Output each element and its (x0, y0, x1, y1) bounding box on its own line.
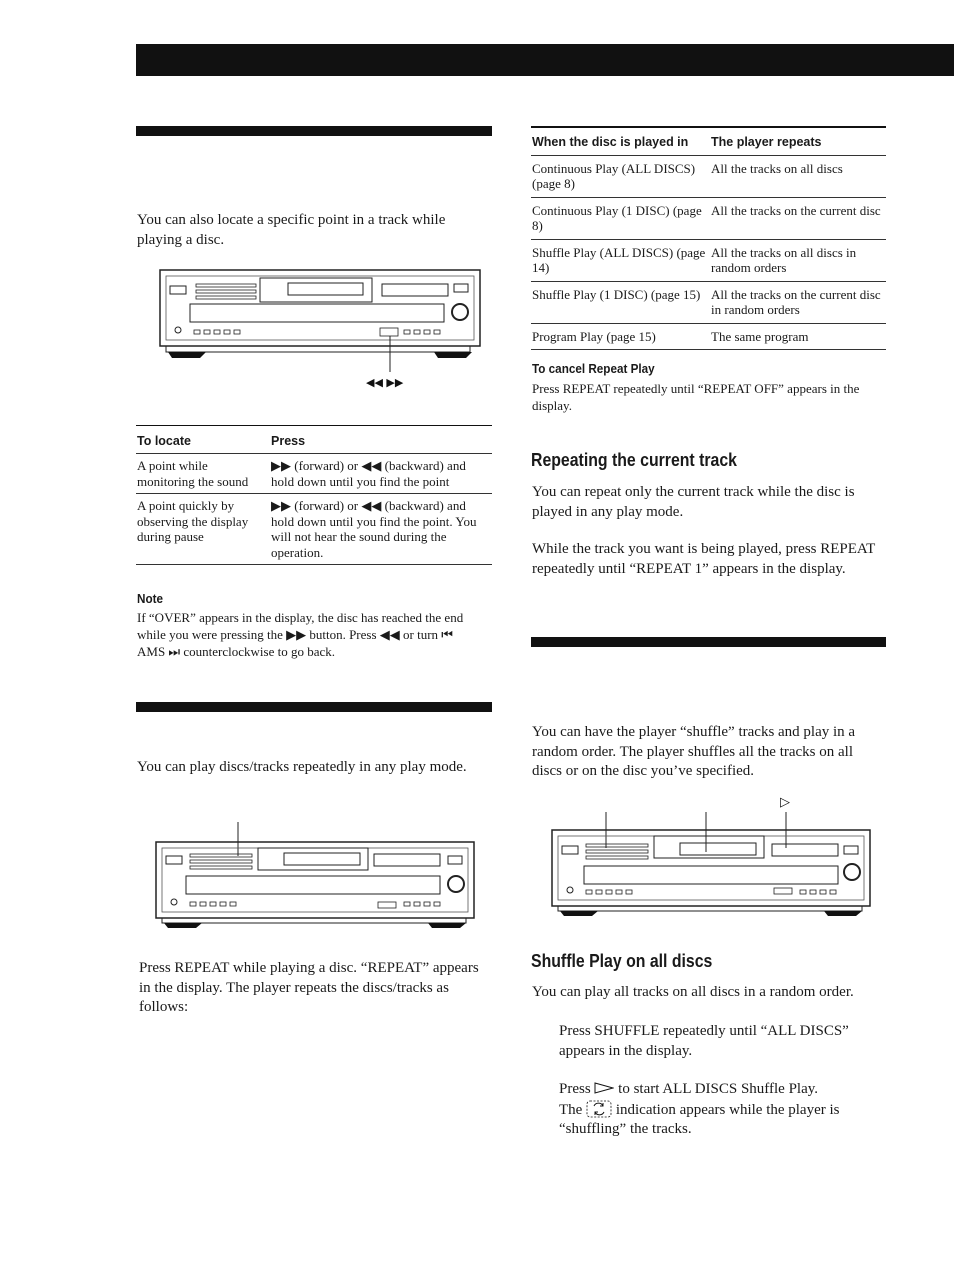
shuffle-intro: You can have the player “shuffle” tracks and play in a random order. The player shuffles all the tracks on all discs or on the disc you’ve specified. (532, 724, 856, 779)
shuffle-step-1: Press SHUFFLE repeatedly until “ALL DISCS” appears in the display. (559, 1023, 849, 1059)
table-cell: All the tracks on the current disc in random orders (711, 286, 881, 317)
note-title: Note (137, 591, 164, 606)
repeat-table-header: The player repeats (711, 135, 822, 149)
table-row (136, 494, 492, 565)
shuffle-step-2-line-2 (559, 1100, 879, 1140)
step-text: to start ALL DISCS Shuffle Play. (618, 1081, 819, 1097)
locate-buttons-label: ◀◀ ▶▶ (366, 376, 404, 389)
repeat-step: Press REPEAT while playing a disc. “REPEAT” appears in the display. The player repeats the discs/tracks as follows: (139, 960, 479, 1015)
cancel-text: Press REPEAT repeatedly until “REPEAT OFF” appears in the display. (532, 381, 860, 413)
repeat-current-p1: You can repeat only the current track while the disc is played in any play mode. (532, 484, 855, 520)
locate-intro: You can also locate a specific point in a track while playing a disc. (137, 212, 446, 248)
step-text: Press (559, 1081, 591, 1097)
shuffle-all-heading: Shuffle Play on all discs (531, 951, 713, 971)
cancel-title: To cancel Repeat Play (532, 361, 655, 376)
table-cell: ▶▶ (forward) or ◀◀ (backward) and hold down until you find the point (271, 458, 466, 489)
shuffle-step-2-line-1 (559, 1080, 879, 1100)
locate-table-header: Press (271, 433, 306, 448)
table-row (136, 454, 492, 494)
table-cell: Shuffle Play (ALL DISCS) (page 14) (532, 244, 706, 275)
section-rule-locate (136, 126, 492, 136)
repeat-current-heading: Repeating the current track (531, 450, 737, 470)
repeat-table (531, 126, 886, 350)
table-cell: All the tracks on all discs in random orders (711, 244, 857, 275)
step-text: indication appears while the player is “shuffling” the tracks. (559, 1101, 840, 1137)
repeat-intro: You can play discs/tracks repeatedly in any play mode. (137, 759, 467, 775)
table-cell: The same program (711, 328, 809, 344)
section-rule-shuffle (531, 637, 886, 647)
table-row (531, 155, 886, 197)
table-row (531, 323, 886, 350)
shuffle-all-intro: You can play all tracks on all discs in a random order. (532, 984, 854, 1000)
section-rule-repeat (136, 702, 492, 712)
table-cell: Shuffle Play (1 DISC) (page 15) (532, 286, 701, 302)
header-bar (136, 44, 954, 76)
table-cell: Continuous Play (1 DISC) (page 8) (532, 202, 702, 233)
table-row (531, 197, 886, 239)
table-cell: All the tracks on all discs (711, 160, 843, 176)
table-row (531, 239, 886, 281)
shuffle-indicator-icon (586, 1102, 616, 1118)
table-cell: Program Play (page 15) (532, 328, 656, 344)
play-icon (594, 1081, 618, 1097)
step-text: The (559, 1101, 583, 1118)
locate-table-header: To locate (137, 433, 191, 448)
play-symbol: ▷ (780, 795, 790, 810)
cd-player-illustration-locate (158, 266, 492, 390)
table-cell: ▶▶ (forward) or ◀◀ (backward) and hold down until you find the point. You will not hear the sound during the operation. (271, 498, 477, 560)
repeat-table-header: When the disc is played in (532, 135, 689, 149)
table-cell: A point quickly by observing the display during pause (137, 498, 249, 544)
table-cell: All the tracks on the current disc (711, 202, 881, 218)
cd-player-illustration-repeat (154, 820, 478, 930)
cd-player-illustration-shuffle (550, 792, 874, 920)
table-cell: A point while monitoring the sound (137, 458, 249, 489)
table-row (531, 281, 886, 323)
shuffle-step-2 (559, 1080, 879, 1140)
repeat-current-p2: While the track you want is being played, press REPEAT repeatedly until “REPEAT 1” appears in the display. (532, 541, 875, 577)
note-text: If “OVER” appears in the display, the disc has reached the end while you were pressing the ▶▶ button. Press ◀◀ or turn ⏮ AMS ⏭ counterclockwise to go back. (137, 610, 464, 659)
table-cell: Continuous Play (ALL DISCS) (page 8) (532, 160, 696, 191)
locate-table (136, 425, 492, 565)
